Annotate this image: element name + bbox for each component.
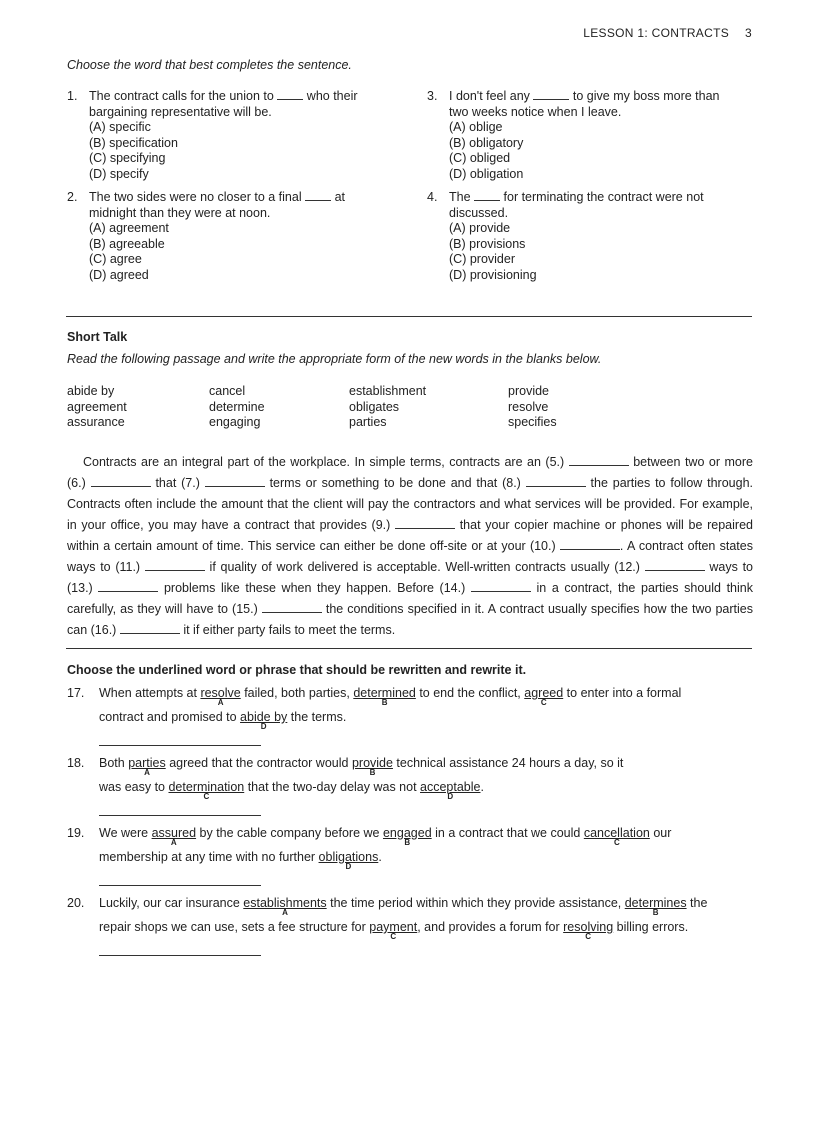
underlined-option-d[interactable] xyxy=(240,710,288,731)
passage-text: it if either party fails to meet the terms. xyxy=(183,623,396,637)
option-letter: A xyxy=(217,698,224,707)
passage-blank-5[interactable] xyxy=(569,455,629,466)
option-a[interactable]: (A) provide xyxy=(449,221,511,235)
question-number: 2. xyxy=(67,190,78,204)
option-letter: C xyxy=(390,932,397,941)
option-letter: C xyxy=(585,932,592,941)
passage-blank-9[interactable] xyxy=(395,518,455,529)
item-text: our xyxy=(649,826,672,840)
passage-text: between two or more (6.) xyxy=(67,455,753,490)
passage-blank-7[interactable] xyxy=(205,476,265,487)
option-letter: B xyxy=(404,838,411,847)
underlined-option-a[interactable] xyxy=(243,896,327,917)
option-d[interactable]: (D) provisioning xyxy=(449,267,537,282)
question-text: discussed. xyxy=(449,205,509,220)
underlined-option-c[interactable] xyxy=(168,780,245,801)
passage-blank-10[interactable] xyxy=(560,539,620,550)
underlined-option-b[interactable] xyxy=(351,756,393,777)
underlined-option-c[interactable] xyxy=(369,920,418,941)
question-text: The contract calls for the union to xyxy=(89,89,274,103)
option-a[interactable]: (A) oblige xyxy=(449,120,503,134)
word-bank-item: engaging xyxy=(209,415,261,429)
item-line xyxy=(99,710,347,731)
option-a[interactable]: (A) specific xyxy=(89,120,151,134)
passage-blank-14[interactable] xyxy=(471,581,531,592)
passage-text: ways to (13.) xyxy=(67,560,753,595)
option-text: parties xyxy=(128,756,166,770)
option-b[interactable]: (B) specification xyxy=(89,135,178,150)
answer-blank[interactable] xyxy=(533,89,569,100)
word-bank-item: provide xyxy=(508,384,549,398)
item-text: , and provides a forum for xyxy=(417,920,564,934)
page-header xyxy=(583,26,752,40)
option-text: cancellation xyxy=(583,826,650,840)
question-4 xyxy=(427,190,727,283)
answer-line[interactable] xyxy=(99,885,261,886)
option-letter: A xyxy=(170,838,177,847)
question-2 xyxy=(67,190,367,283)
question-text: The xyxy=(449,190,471,204)
passage-paragraph xyxy=(67,452,753,641)
option-text: determination xyxy=(168,780,245,794)
section1-instruction: Choose the word that best completes the sentence. xyxy=(67,58,352,72)
question-3 xyxy=(427,89,727,182)
word-bank-item: obligates xyxy=(349,399,400,414)
item-text: to enter into a formal xyxy=(563,686,682,700)
passage-blank-16[interactable] xyxy=(120,623,180,634)
option-b[interactable]: (B) agreeable xyxy=(89,236,165,251)
option-text: agreed xyxy=(524,686,564,700)
option-text: determined xyxy=(353,686,416,700)
option-letter: B xyxy=(369,768,376,777)
question-text: two weeks notice when I leave. xyxy=(449,104,622,119)
answer-line[interactable] xyxy=(99,745,261,746)
question-text: The two sides were no closer to a final xyxy=(89,190,302,204)
passage-blank-15[interactable] xyxy=(262,602,322,613)
question-text: at xyxy=(334,190,346,204)
passage-text: that (7.) xyxy=(155,476,200,490)
section-divider xyxy=(66,316,752,317)
option-letter: B xyxy=(652,908,659,917)
option-letter: B xyxy=(381,698,388,707)
word-bank-item: determine xyxy=(209,399,265,414)
item-text: billing errors. xyxy=(613,920,689,934)
item-text: When attempts at xyxy=(99,686,201,700)
item-line xyxy=(99,850,382,871)
passage-text: in a contract, the parties should think carefully, as they will have to (15.) xyxy=(67,581,753,616)
item-number: 20. xyxy=(67,896,85,910)
option-text: resolve xyxy=(200,686,241,700)
item-text: the xyxy=(686,896,708,910)
underlined-option-c[interactable] xyxy=(583,826,650,847)
question-number: 4. xyxy=(427,190,438,204)
item-text: . xyxy=(378,850,382,864)
word-bank-column xyxy=(508,384,557,431)
option-text: provide xyxy=(351,756,393,770)
underlined-option-d[interactable] xyxy=(318,850,382,871)
option-letter: A xyxy=(144,768,150,777)
option-text: establishments xyxy=(243,896,327,910)
lesson-title: LESSON 1: CONTRACTS xyxy=(583,26,730,40)
underlined-option-d[interactable] xyxy=(420,780,481,801)
passage-text: problems like these when they happen. Before (14.) xyxy=(163,581,466,595)
option-letter: C xyxy=(203,792,210,801)
option-text: payment xyxy=(369,920,418,934)
option-letter: D xyxy=(345,862,352,871)
option-letter: D xyxy=(260,722,267,731)
question-text: for terminating the contract were not xyxy=(503,190,704,204)
question-text: to give my boss more than xyxy=(572,89,720,103)
option-text: assured xyxy=(151,826,197,840)
underlined-option-d[interactable] xyxy=(563,920,614,941)
passage-text: if quality of work delivered is acceptable. Well-written contracts usually (12.) xyxy=(209,560,640,574)
passage-blank-6[interactable] xyxy=(91,476,151,487)
item-text: that the two-day delay was not xyxy=(244,780,421,794)
word-bank-item: agreement xyxy=(67,399,127,414)
passage-blank-12[interactable] xyxy=(645,560,705,571)
word-bank-column xyxy=(349,384,426,431)
answer-blank[interactable] xyxy=(305,190,331,201)
passage-blank-13[interactable] xyxy=(98,581,158,592)
option-text: determines xyxy=(624,896,687,910)
option-letter: C xyxy=(540,698,547,707)
underlined-option-a[interactable] xyxy=(200,686,241,707)
item-text: technical assistance 24 hours a day, so it xyxy=(392,756,624,770)
option-a[interactable]: (A) agreement xyxy=(89,221,169,235)
item-text: to end the conflict, xyxy=(415,686,525,700)
option-b[interactable]: (B) obligatory xyxy=(449,135,524,150)
word-bank-item: abide by xyxy=(67,384,115,398)
item-text: agreed that the contractor would xyxy=(165,756,352,770)
option-c[interactable]: (C) obliged xyxy=(449,151,511,165)
item-line xyxy=(99,780,484,801)
option-text: resolving xyxy=(563,920,614,934)
item-text: failed, both parties, xyxy=(240,686,354,700)
option-text: engaged xyxy=(382,826,432,840)
question-text: midnight than they were at noon. xyxy=(89,205,271,220)
item-number: 19. xyxy=(67,826,85,840)
item-number: 17. xyxy=(67,686,85,700)
section-divider xyxy=(66,648,752,649)
item-text: by the cable company before we xyxy=(196,826,383,840)
item-text: Luckily, our car insurance xyxy=(99,896,244,910)
item-text: . xyxy=(480,780,484,794)
option-c[interactable]: (C) specifying xyxy=(89,151,166,165)
option-c[interactable]: (C) provider xyxy=(449,252,515,266)
question-text: bargaining representative will be. xyxy=(89,104,272,119)
section2-instruction: Read the following passage and write the appropriate form of the new words in the blanks below. xyxy=(67,352,602,366)
answer-blank[interactable] xyxy=(277,89,303,100)
section2-title: Short Talk xyxy=(67,330,128,344)
underlined-option-b[interactable] xyxy=(624,896,687,917)
section3-instruction: Choose the underlined word or phrase that should be rewritten and rewrite it. xyxy=(67,663,527,677)
option-c[interactable]: (C) agree xyxy=(89,252,142,266)
item-text: in a contract that we could xyxy=(431,826,584,840)
question-number: 3. xyxy=(427,89,438,103)
word-bank-item: cancel xyxy=(209,384,246,398)
underlined-option-b[interactable] xyxy=(382,826,432,847)
item-text: We were xyxy=(99,826,152,840)
underlined-option-c[interactable] xyxy=(524,686,564,707)
word-bank-item: resolve xyxy=(508,399,549,414)
passage-text: Contracts are an integral part of the workplace. In simple terms, contracts are an (5.) xyxy=(83,455,565,469)
item-text: contract and promised to xyxy=(99,710,241,724)
item-line xyxy=(99,756,624,777)
option-letter: C xyxy=(613,838,620,847)
word-bank-item: specifies xyxy=(508,415,557,429)
underlined-option-b[interactable] xyxy=(353,686,416,707)
item-text: Both xyxy=(99,756,129,770)
item-text: membership at any time with no further xyxy=(99,850,319,864)
answer-blank[interactable] xyxy=(474,190,500,201)
passage-text: terms or something to be done and that (8.) xyxy=(269,476,521,490)
word-bank-item: assurance xyxy=(67,415,125,429)
item-text: the terms. xyxy=(287,710,347,724)
word-bank-column xyxy=(67,384,127,431)
passage-text: that your copier machine or phones will be repaired within a certain amount of time. This service can either be done off-site or at your (10.) xyxy=(67,518,753,553)
option-text: abide by xyxy=(240,710,288,724)
option-b[interactable]: (B) provisions xyxy=(449,236,526,251)
option-text: acceptable xyxy=(420,780,481,794)
option-d[interactable]: (D) obligation xyxy=(449,166,524,181)
page-number: 3 xyxy=(745,26,752,40)
item-number: 18. xyxy=(67,756,85,770)
option-letter: D xyxy=(447,792,454,801)
passage-blank-11[interactable] xyxy=(145,560,205,571)
item-line xyxy=(99,920,689,941)
underlined-option-a[interactable] xyxy=(128,756,166,777)
option-text: obligations xyxy=(318,850,379,864)
option-letter: A xyxy=(282,908,288,917)
answer-line[interactable] xyxy=(99,815,261,816)
question-text: who their xyxy=(306,89,358,103)
question-text: I don't feel any xyxy=(449,89,530,103)
passage-text: the conditions specified in it. A contract usually specifies how the two parties can (16.) xyxy=(67,602,753,637)
question-1 xyxy=(67,89,367,182)
item-text: was easy to xyxy=(99,780,169,794)
word-bank-item: establishment xyxy=(349,384,427,398)
item-line xyxy=(99,896,708,917)
question-number: 1. xyxy=(67,89,78,103)
item-text: the time period within which they provide assistance, xyxy=(326,896,625,910)
word-bank-item: parties xyxy=(349,415,387,429)
option-d[interactable]: (D) agreed xyxy=(89,267,149,282)
underlined-option-a[interactable] xyxy=(151,826,197,847)
option-d[interactable]: (D) specify xyxy=(89,166,149,181)
item-line xyxy=(99,826,672,847)
answer-line[interactable] xyxy=(99,955,261,956)
passage-blank-8[interactable] xyxy=(526,476,586,487)
passage-text: the parties to follow through. Contracts often include the amount that the client will pay the contractors and what services will be provided. For example, in your office, you may have a contract that provides (9.) xyxy=(67,476,753,532)
word-bank-column xyxy=(209,384,265,431)
item-line xyxy=(99,686,682,707)
passage-text: . A contract often states ways to (11.) xyxy=(67,539,753,574)
passage xyxy=(67,452,753,641)
item-text: repair shops we can use, sets a fee structure for xyxy=(99,920,370,934)
